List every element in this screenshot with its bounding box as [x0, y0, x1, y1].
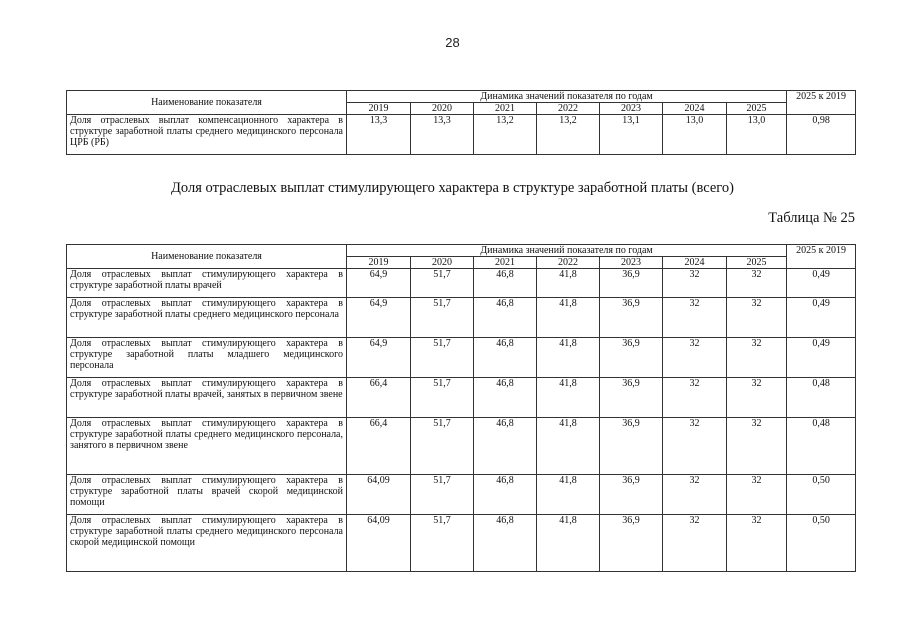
year-value-cell: 46,8	[474, 338, 537, 378]
year-header: 2024	[663, 257, 727, 269]
year-value-cell: 66,4	[347, 418, 411, 475]
year-value-cell: 46,8	[474, 515, 537, 572]
year-header: 2023	[600, 257, 663, 269]
year-value-cell: 66,4	[347, 378, 411, 418]
column-header-dynamics: Динамика значений показателя по годам	[347, 91, 787, 103]
page-number: 28	[445, 35, 460, 50]
year-header: 2025	[727, 103, 787, 115]
indicator-name-cell: Доля отраслевых выплат стимулирующего характера в структуре заработной платы врачей скорой медицинской помощи	[67, 475, 347, 515]
year-header: 2019	[347, 257, 411, 269]
year-value-cell: 36,9	[600, 378, 663, 418]
year-value-cell: 32	[727, 475, 787, 515]
column-header-name: Наименование показателя	[67, 245, 347, 269]
year-value-cell: 36,9	[600, 298, 663, 338]
ratio-value-cell: 0,48	[787, 418, 856, 475]
indicator-name-cell: Доля отраслевых выплат стимулирующего характера в структуре заработной платы среднего медицинского персонала	[67, 298, 347, 338]
year-value-cell: 32	[663, 475, 727, 515]
table-header-row	[67, 245, 856, 257]
year-value-cell: 64,09	[347, 515, 411, 572]
year-value-cell: 51,7	[411, 338, 474, 378]
year-value-cell: 46,8	[474, 475, 537, 515]
year-value-cell: 32	[663, 269, 727, 298]
year-value-cell: 64,9	[347, 338, 411, 378]
ratio-value-cell: 0,49	[787, 298, 856, 338]
table-row	[67, 115, 856, 155]
year-value-cell: 51,7	[411, 298, 474, 338]
table-caption: Таблица № 25	[768, 210, 855, 226]
year-value-cell: 46,8	[474, 269, 537, 298]
ratio-value-cell: 0,50	[787, 475, 856, 515]
year-header: 2020	[411, 103, 474, 115]
table-row	[67, 298, 856, 338]
year-value-cell: 64,09	[347, 475, 411, 515]
ratio-value-cell: 0,50	[787, 515, 856, 572]
section-heading: Доля отраслевых выплат стимулирующего характера в структуре заработной платы (всего)	[171, 180, 734, 196]
year-value-cell: 51,7	[411, 269, 474, 298]
year-header: 2023	[600, 103, 663, 115]
year-value-cell: 13,0	[727, 115, 787, 155]
year-value-cell: 46,8	[474, 418, 537, 475]
year-value-cell: 41,8	[537, 515, 600, 572]
year-header: 2021	[474, 103, 537, 115]
year-header: 2024	[663, 103, 727, 115]
indicator-name-cell: Доля отраслевых выплат стимулирующего характера в структуре заработной платы младшего медицинского персонала	[67, 338, 347, 378]
year-value-cell: 51,7	[411, 378, 474, 418]
stimulating-payments-table	[66, 244, 856, 572]
year-value-cell: 36,9	[600, 475, 663, 515]
year-value-cell: 41,8	[537, 378, 600, 418]
year-value-cell: 13,1	[600, 115, 663, 155]
year-value-cell: 51,7	[411, 515, 474, 572]
column-header-name: Наименование показателя	[67, 91, 347, 115]
compensatory-payments-table	[66, 90, 856, 155]
year-value-cell: 32	[727, 515, 787, 572]
table-header-row	[67, 91, 856, 103]
year-value-cell: 13,2	[474, 115, 537, 155]
table-row	[67, 515, 856, 572]
year-value-cell: 41,8	[537, 338, 600, 378]
year-value-cell: 41,8	[537, 418, 600, 475]
year-value-cell: 41,8	[537, 475, 600, 515]
year-value-cell: 32	[727, 338, 787, 378]
year-header: 2025	[727, 257, 787, 269]
indicator-name-cell: Доля отраслевых выплат стимулирующего характера в структуре заработной платы среднего медицинского персонала, занятого в первичном звене	[67, 418, 347, 475]
year-value-cell: 32	[727, 378, 787, 418]
ratio-value-cell: 0,49	[787, 338, 856, 378]
table-row	[67, 418, 856, 475]
year-value-cell: 51,7	[411, 475, 474, 515]
year-value-cell: 36,9	[600, 269, 663, 298]
table-row	[67, 475, 856, 515]
table-row	[67, 378, 856, 418]
year-value-cell: 41,8	[537, 298, 600, 338]
year-value-cell: 64,9	[347, 269, 411, 298]
year-value-cell: 36,9	[600, 338, 663, 378]
year-value-cell: 32	[663, 338, 727, 378]
year-header: 2019	[347, 103, 411, 115]
year-value-cell: 46,8	[474, 298, 537, 338]
year-header: 2020	[411, 257, 474, 269]
year-value-cell: 13,2	[537, 115, 600, 155]
indicator-name-cell: Доля отраслевых выплат стимулирующего характера в структуре заработной платы врачей	[67, 269, 347, 298]
year-value-cell: 32	[727, 418, 787, 475]
ratio-value-cell: 0,49	[787, 269, 856, 298]
ratio-value-cell: 0,98	[787, 115, 856, 155]
year-value-cell: 32	[663, 515, 727, 572]
year-header: 2022	[537, 257, 600, 269]
year-value-cell: 64,9	[347, 298, 411, 338]
year-value-cell: 13,3	[347, 115, 411, 155]
year-value-cell: 36,9	[600, 515, 663, 572]
ratio-value-cell: 0,48	[787, 378, 856, 418]
column-header-ratio: 2025 к 2019	[787, 91, 856, 115]
table-row	[67, 269, 856, 298]
year-value-cell: 32	[663, 418, 727, 475]
year-value-cell: 51,7	[411, 418, 474, 475]
indicator-name-cell: Доля отраслевых выплат стимулирующего характера в структуре заработной платы врачей, занятых в первичном звене	[67, 378, 347, 418]
year-value-cell: 13,0	[663, 115, 727, 155]
column-header-ratio: 2025 к 2019	[787, 245, 856, 269]
year-value-cell: 41,8	[537, 269, 600, 298]
column-header-dynamics: Динамика значений показателя по годам	[347, 245, 787, 257]
year-value-cell: 36,9	[600, 418, 663, 475]
year-header: 2022	[537, 103, 600, 115]
indicator-name-cell: Доля отраслевых выплат компенсационного характера в структуре заработной платы среднего медицинского персонала ЦРБ (РБ)	[67, 115, 347, 155]
year-value-cell: 32	[663, 378, 727, 418]
year-value-cell: 46,8	[474, 378, 537, 418]
year-header: 2021	[474, 257, 537, 269]
indicator-name-cell: Доля отраслевых выплат стимулирующего характера в структуре заработной платы среднего медицинского персонала скорой медицинской помощи	[67, 515, 347, 572]
year-value-cell: 13,3	[411, 115, 474, 155]
year-value-cell: 32	[663, 298, 727, 338]
year-value-cell: 32	[727, 298, 787, 338]
year-value-cell: 32	[727, 269, 787, 298]
table-row	[67, 338, 856, 378]
